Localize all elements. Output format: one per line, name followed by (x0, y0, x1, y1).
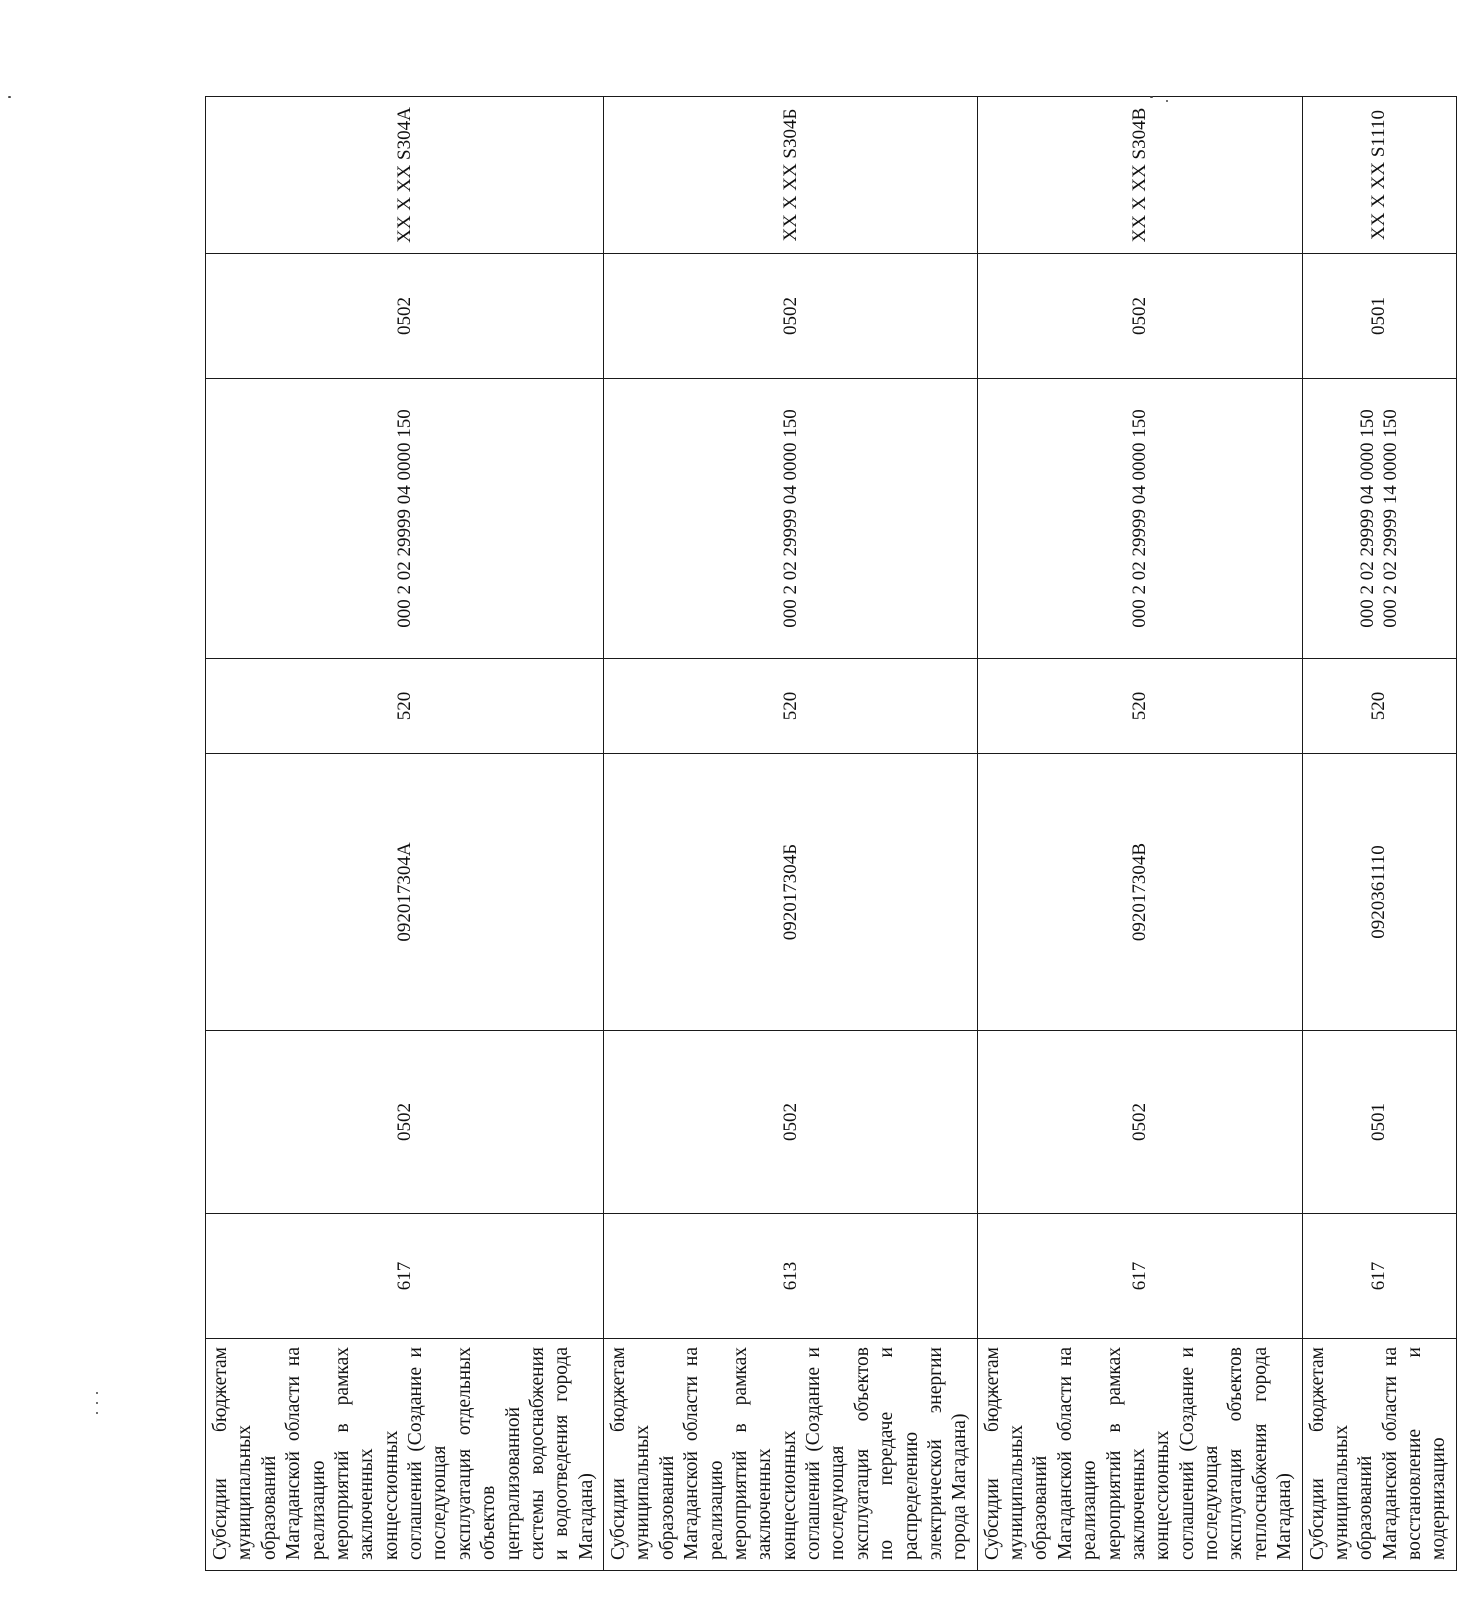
table-row (604, 97, 978, 1571)
target-article-cell: 092017304А (206, 754, 604, 1031)
municipal-section-cell: 0502 (206, 254, 604, 379)
scan-speck (1150, 96, 1153, 98)
income-code-line: 000 2 02 29999 04 0000 150 (779, 409, 801, 628)
municipal-target-article-cell: XX X XX S304Б (604, 97, 978, 254)
income-code-cell (206, 379, 604, 659)
scan-speck (8, 96, 11, 98)
table-container (205, 97, 1450, 1571)
subsidy-description-cell: Субсидии бюджетам муниципальных образований Магаданской области на восстановление и модернизацию (1302, 1339, 1456, 1571)
municipal-target-article-cell: XX X XX S1110 (1302, 97, 1456, 254)
scan-speck (1166, 100, 1168, 102)
expense-type-cell: 520 (1302, 659, 1456, 754)
table-row (1302, 97, 1456, 1571)
target-article-cell: 092017304В (977, 754, 1302, 1031)
section-code-cell: 0501 (1302, 1031, 1456, 1214)
scan-speck (96, 1402, 98, 1404)
scan-speck (96, 1412, 98, 1414)
municipal-target-article-cell: XX X XX S304В (977, 97, 1302, 254)
income-code-line: 000 2 02 29999 04 0000 150 (1356, 409, 1378, 628)
income-code-cell (604, 379, 978, 659)
municipal-section-cell: 0501 (1302, 254, 1456, 379)
municipal-section-cell: 0502 (977, 254, 1302, 379)
expense-type-cell: 520 (206, 659, 604, 754)
income-code-cell (977, 379, 1302, 659)
subsidy-description-cell: Субсидии бюджетам муниципальных образований Магаданской области на реализацию мероприятий в рамках заключенных концессионных соглашений (Создание и последующая эксплуатация объектов по передаче и распределению электрической энергии города Магадана) (604, 1339, 978, 1571)
grbs-code-cell: 617 (206, 1214, 604, 1339)
section-code-cell: 0502 (206, 1031, 604, 1214)
grbs-code-cell: 613 (604, 1214, 978, 1339)
municipal-target-article-cell: XX X XX S304А (206, 97, 604, 254)
table-row (206, 97, 604, 1571)
grbs-code-cell: 617 (1302, 1214, 1456, 1339)
subsidy-description-cell: Субсидии бюджетам муниципальных образований Магаданской области на реализацию мероприятий в рамках заключенных концессионных соглашений (Создание и последующая эксплуатация отдельных объектов централизованной системы водоснабжения и водоотведения города Магадана) (206, 1339, 604, 1571)
expense-type-cell: 520 (604, 659, 978, 754)
income-code-cell (1302, 379, 1456, 659)
income-code-line: 000 2 02 29999 04 0000 150 (393, 409, 415, 628)
rotated-table-frame (205, 97, 1450, 1571)
income-code-line: 000 2 02 29999 04 0000 150 (1128, 409, 1150, 628)
expense-type-cell: 520 (977, 659, 1302, 754)
section-code-cell: 0502 (977, 1031, 1302, 1214)
budget-codes-table (205, 96, 1457, 1571)
municipal-section-cell: 0502 (604, 254, 978, 379)
table-row (977, 97, 1302, 1571)
income-code-line: 000 2 02 29999 14 0000 150 (1380, 409, 1402, 628)
target-article-cell: 092017304Б (604, 754, 978, 1031)
target-article-cell: 0920361110 (1302, 754, 1456, 1031)
grbs-code-cell: 617 (977, 1214, 1302, 1339)
scan-speck (96, 1392, 98, 1394)
section-code-cell: 0502 (604, 1031, 978, 1214)
subsidy-description-cell: Субсидии бюджетам муниципальных образований Магаданской области на реализацию мероприятий в рамках заключенных концессионных соглашений (Создание и последующая эксплуатация объектов теплоснабжения города Магадана) (977, 1339, 1302, 1571)
